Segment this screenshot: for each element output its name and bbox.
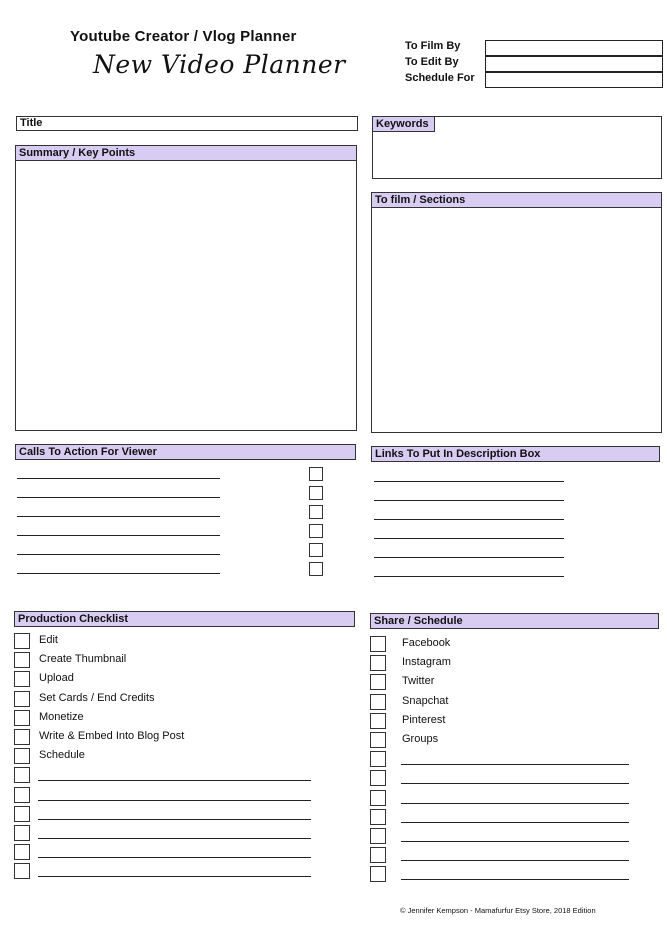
share-checkbox[interactable] [370, 847, 386, 863]
share-blank-line[interactable] [401, 841, 629, 842]
production-blank-line[interactable] [38, 819, 311, 820]
share-schedule-header: Share / Schedule [370, 613, 659, 629]
production-checkbox[interactable] [14, 806, 30, 822]
title-label: Title [20, 117, 43, 129]
production-checklist-header: Production Checklist [14, 611, 355, 627]
production-checkbox[interactable] [14, 710, 30, 726]
production-checkbox[interactable] [14, 748, 30, 764]
production-checkbox[interactable] [14, 825, 30, 841]
link-line[interactable] [374, 519, 564, 520]
production-item-label: Upload [39, 672, 74, 685]
production-checkbox[interactable] [14, 844, 30, 860]
link-line[interactable] [374, 538, 564, 539]
links-header: Links To Put In Description Box [371, 446, 660, 462]
cta-line[interactable] [17, 497, 220, 498]
cta-line[interactable] [17, 478, 220, 479]
production-checkbox[interactable] [14, 863, 30, 879]
cta-line[interactable] [17, 516, 220, 517]
share-checkbox[interactable] [370, 751, 386, 767]
production-item-label: Set Cards / End Credits [39, 691, 155, 704]
planner-title: Youtube Creator / Vlog Planner [70, 28, 297, 45]
calls-to-action-header: Calls To Action For Viewer [15, 444, 356, 460]
share-checkbox[interactable] [370, 655, 386, 671]
cta-line[interactable] [17, 554, 220, 555]
share-blank-line[interactable] [401, 822, 629, 823]
schedule-for-label: Schedule For [405, 72, 475, 84]
summary-box[interactable] [15, 145, 357, 431]
to-film-by-label: To Film By [405, 40, 461, 52]
summary-header: Summary / Key Points [15, 145, 357, 161]
production-blank-line[interactable] [38, 780, 311, 781]
cta-checkbox[interactable] [309, 467, 323, 481]
production-checkbox[interactable] [14, 787, 30, 803]
to-edit-by-field[interactable] [485, 56, 663, 72]
share-item-label: Snapchat [402, 694, 449, 707]
production-checkbox[interactable] [14, 767, 30, 783]
production-checkbox[interactable] [14, 633, 30, 649]
to-film-box[interactable] [371, 192, 662, 433]
share-checkbox[interactable] [370, 713, 386, 729]
production-item-label: Create Thumbnail [39, 653, 127, 666]
production-item-label: Schedule [39, 749, 85, 762]
link-line[interactable] [374, 500, 564, 501]
cta-checkbox[interactable] [309, 486, 323, 500]
to-film-header: To film / Sections [371, 192, 662, 208]
share-item-label: Pinterest [402, 713, 446, 726]
production-blank-line[interactable] [38, 838, 311, 839]
schedule-for-field[interactable] [485, 72, 663, 88]
production-checkbox[interactable] [14, 652, 30, 668]
share-checkbox[interactable] [370, 674, 386, 690]
cta-checkbox[interactable] [309, 562, 323, 576]
share-blank-line[interactable] [401, 860, 629, 861]
to-film-by-field[interactable] [485, 40, 663, 56]
share-item-label: Instagram [402, 656, 451, 669]
share-item-label: Twitter [402, 675, 435, 688]
link-line[interactable] [374, 481, 564, 482]
production-item-label: Monetize [39, 710, 84, 723]
cta-line[interactable] [17, 535, 220, 536]
keywords-header: Keywords [372, 116, 435, 132]
share-checkbox[interactable] [370, 828, 386, 844]
share-blank-line[interactable] [401, 879, 629, 880]
title-field[interactable] [16, 116, 358, 131]
planner-subtitle: New Video Planner [93, 50, 346, 79]
production-item-label: Write & Embed Into Blog Post [39, 730, 185, 742]
cta-checkbox[interactable] [309, 505, 323, 519]
cta-line[interactable] [17, 573, 220, 574]
production-checkbox[interactable] [14, 671, 30, 687]
production-checkbox[interactable] [14, 691, 30, 707]
share-checkbox[interactable] [370, 732, 386, 748]
share-blank-line[interactable] [401, 783, 629, 784]
production-blank-line[interactable] [38, 800, 311, 801]
share-checkbox[interactable] [370, 636, 386, 652]
copyright-footer: © Jennifer Kempson - Mamafurfur Etsy Store, 2018 Edition [400, 906, 596, 915]
share-blank-line[interactable] [401, 764, 629, 765]
share-checkbox[interactable] [370, 694, 386, 710]
share-checkbox[interactable] [370, 770, 386, 786]
share-checkbox[interactable] [370, 809, 386, 825]
share-item-label: Facebook [402, 637, 451, 649]
production-blank-line[interactable] [38, 857, 311, 858]
share-blank-line[interactable] [401, 803, 629, 804]
share-checkbox[interactable] [370, 790, 386, 806]
share-checkbox[interactable] [370, 866, 386, 882]
production-checkbox[interactable] [14, 729, 30, 745]
production-item-label: Edit [39, 634, 58, 646]
link-line[interactable] [374, 557, 564, 558]
share-item-label: Groups [402, 733, 439, 745]
production-blank-line[interactable] [38, 876, 311, 877]
link-line[interactable] [374, 576, 564, 577]
to-edit-by-label: To Edit By [405, 56, 459, 68]
cta-checkbox[interactable] [309, 524, 323, 538]
cta-checkbox[interactable] [309, 543, 323, 557]
